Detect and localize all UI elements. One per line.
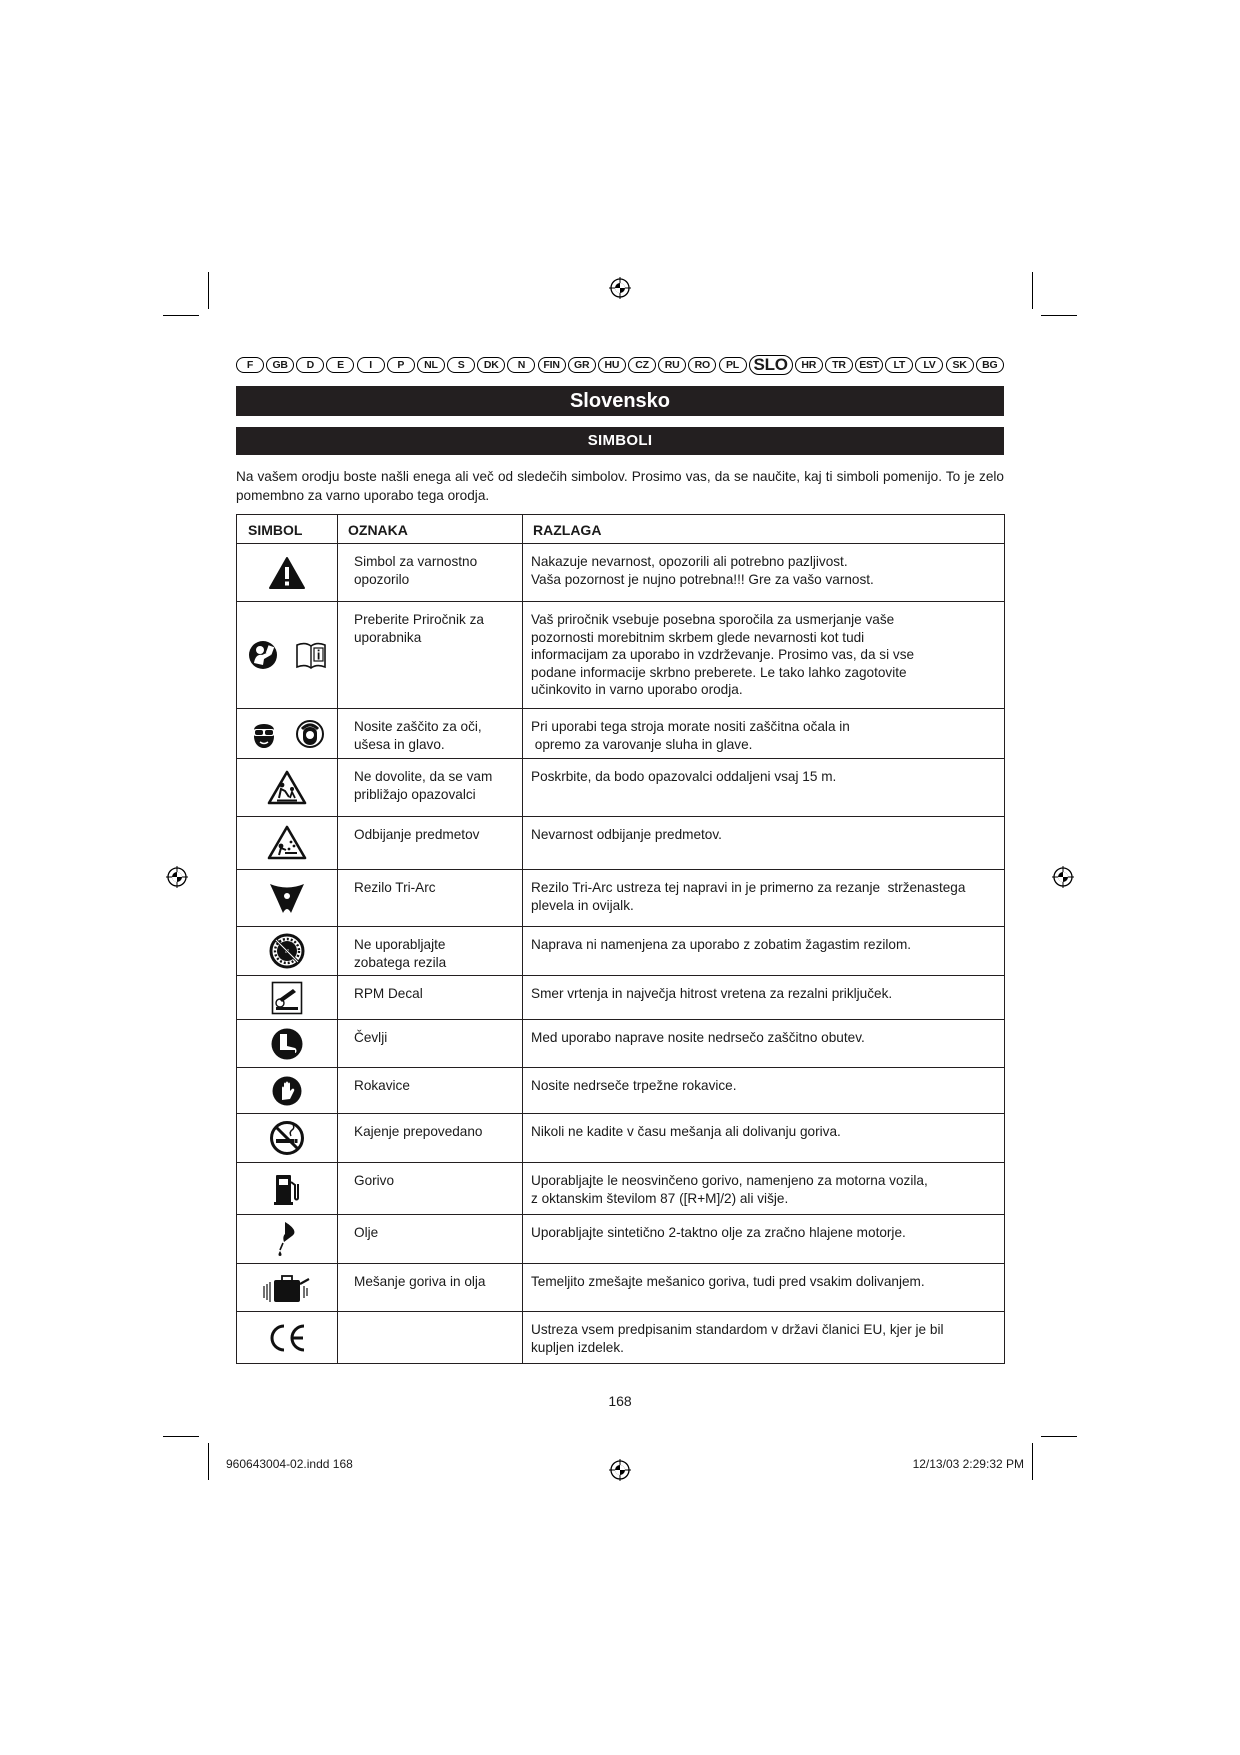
symbol-cell (237, 709, 338, 759)
language-tab-gb: GB (266, 357, 294, 373)
label-line: približajo opazovalci (354, 786, 476, 802)
label-line: Nosite zaščito za oči, (354, 719, 482, 734)
label-cell (338, 870, 523, 927)
no-smoking-icon (237, 1120, 337, 1156)
symbols-table (236, 514, 1005, 1364)
label-cell (338, 1068, 523, 1114)
table-row (237, 1264, 1005, 1312)
registration-mark-icon (166, 866, 188, 888)
label-line: ušesa in glavo. (354, 736, 445, 752)
gloves-icon (237, 1075, 337, 1107)
language-tab-ru: RU (658, 357, 686, 373)
language-tab-slo: SLO (749, 355, 793, 375)
table-row (237, 927, 1005, 976)
language-tab-d: D (296, 357, 324, 373)
language-tab-tr: TR (825, 357, 853, 373)
slug-date: 12/13/03 2:29:32 PM (912, 1457, 1024, 1471)
language-tab-ro: RO (688, 357, 716, 373)
explanation-cell (523, 1020, 1005, 1068)
language-tab-n: N (507, 357, 535, 373)
no-saw-blade-icon (237, 933, 337, 969)
explanation-line: Nakazuje nevarnost, opozorili ali potrebno pazljivost. (531, 554, 848, 569)
language-tab-bg: BG (976, 357, 1004, 373)
explanation-line: Vaš priročnik vsebuje posebna sporočila za usmerjanje vaše (531, 612, 895, 627)
label-cell (338, 927, 523, 976)
keep-bystanders-away-icon (237, 770, 337, 806)
language-tab-p: P (387, 357, 415, 373)
symbol-cell (237, 1312, 338, 1364)
label-cell (338, 1163, 523, 1215)
crop-mark (208, 1443, 209, 1480)
label-cell (338, 544, 523, 602)
language-tab-i: I (357, 357, 385, 373)
explanation-cell (523, 927, 1005, 976)
symbol-cell (237, 817, 338, 870)
language-tab-pl: PL (719, 357, 747, 373)
explanation-line: Vaša pozornost je nujno potrebna!!! Gre za vašo varnost. (531, 571, 874, 587)
language-tab-est: EST (855, 357, 883, 373)
explanation-line: opremo za varovanje sluha in glave. (531, 736, 753, 752)
label-line: Ne uporabljajte (354, 937, 446, 952)
label-line: Olje (354, 1225, 379, 1240)
language-tab-f: F (236, 357, 264, 373)
label-cell (338, 976, 523, 1020)
explanation-line: Med uporabo naprave nosite nedrsečo zaščitno obutev. (531, 1030, 865, 1045)
label-cell (338, 759, 523, 817)
label-cell (338, 602, 523, 709)
crop-mark (1041, 1436, 1077, 1437)
explanation-line: Smer vrtenja in največja hitrost vretena za rezalni priključek. (531, 986, 893, 1001)
slug-file: 960643004-02.indd 168 (226, 1457, 353, 1471)
explanation-cell (523, 759, 1005, 817)
language-tab-cz: CZ (628, 357, 656, 373)
table-row (237, 602, 1005, 709)
boots-icon (237, 1027, 337, 1061)
label-line: Mešanje goriva in olja (354, 1274, 486, 1289)
explanation-cell (523, 817, 1005, 870)
registration-mark-icon (609, 1459, 631, 1481)
page-number: 168 (608, 1393, 632, 1409)
explanation-cell (523, 544, 1005, 602)
symbol-cell (237, 602, 338, 709)
language-tab-sk: SK (946, 357, 974, 373)
table-header-row (237, 515, 1005, 544)
explanation-line: učinkovito in varno uporabo orodja. (531, 682, 743, 697)
crop-mark (208, 272, 209, 309)
language-tab-lt: LT (885, 357, 913, 373)
label-line: Odbijanje predmetov (354, 827, 480, 842)
column-header-explanation: RAZLAGA (523, 515, 1005, 544)
explanation-line: Rezilo Tri-Arc ustreza tej napravi in je primerno za rezanje strženastega (531, 880, 966, 895)
symbol-cell (237, 759, 338, 817)
table-row (237, 1163, 1005, 1215)
explanation-line: informacijam za uporabo in vzdrževanje. Prosimo vas, da si vse (531, 647, 915, 662)
label-line: RPM Decal (354, 986, 423, 1001)
label-cell (338, 1264, 523, 1312)
language-tabs (236, 355, 1004, 375)
explanation-cell (523, 1312, 1005, 1364)
read-manual-icon (237, 639, 337, 671)
table-row (237, 1114, 1005, 1163)
explanation-line: Poskrbite, da bodo opazovalci oddaljeni vsaj 15 m. (531, 769, 837, 784)
explanation-line: Uporabljajte sintetično 2-taktno olje za zračno hlajene motorje. (531, 1225, 906, 1240)
crop-mark (1032, 1443, 1033, 1480)
symbol-cell (237, 1264, 338, 1312)
table-row (237, 1312, 1005, 1364)
label-line: Rezilo Tri-Arc (354, 880, 436, 895)
table-row (237, 1215, 1005, 1264)
label-line: Čevlji (354, 1030, 388, 1045)
label-line: Simbol za varnostno (354, 554, 478, 569)
language-tab-s: S (447, 357, 475, 373)
table-row (237, 544, 1005, 602)
oil-drop-icon (237, 1220, 337, 1258)
mix-fuel-oil-icon (237, 1272, 337, 1304)
explanation-line: z oktanskim številom 87 ([R+M]/2) ali višje. (531, 1190, 789, 1206)
label-cell (338, 1114, 523, 1163)
explanation-cell (523, 1215, 1005, 1264)
table-row (237, 709, 1005, 759)
language-tab-dk: DK (477, 357, 505, 373)
label-line: opozorilo (354, 571, 410, 587)
rpm-decal-icon (237, 981, 337, 1015)
crop-mark (1041, 315, 1077, 316)
explanation-line: Ustreza vsem predpisanim standardom v državi članici EU, kjer je bil (531, 1322, 944, 1337)
crop-mark (163, 1436, 199, 1437)
label-cell (338, 1020, 523, 1068)
symbol-cell (237, 544, 338, 602)
explanation-line: podane informacije skrbno preberete. Le tako lahko zagotovite (531, 664, 907, 680)
table-row (237, 1068, 1005, 1114)
warning-triangle-icon (237, 556, 337, 590)
label-line: Preberite Priročnik za (354, 612, 484, 627)
label-line: Gorivo (354, 1173, 395, 1188)
label-line: Kajenje prepovedano (354, 1124, 483, 1139)
explanation-line: pozornosti morebitnim skrbem glede nevarnosti kot tudi (531, 629, 865, 645)
explanation-line: Pri uporabi tega stroja morate nositi zaščitna očala in (531, 719, 850, 734)
table-row (237, 870, 1005, 927)
label-cell (338, 817, 523, 870)
language-tab-lv: LV (915, 357, 943, 373)
label-cell (338, 1312, 523, 1364)
crop-mark (1032, 272, 1033, 309)
symbol-cell (237, 927, 338, 976)
label-line: uporabnika (354, 629, 422, 645)
eye-ear-head-protection-icon (237, 718, 337, 750)
intro-paragraph: Na vašem orodju boste našli enega ali več od sledečih simbolov. Prosimo vas, da se naučite, kaj ti simboli pomenijo. To je zelo pomembno za varno uporabo tega orodja. (236, 469, 1004, 503)
label-line: zobatega rezila (354, 954, 447, 970)
label-cell (338, 709, 523, 759)
fuel-pump-icon (237, 1172, 337, 1206)
explanation-cell (523, 1264, 1005, 1312)
column-header-symbol: SIMBOL (237, 515, 338, 544)
symbol-cell (237, 1068, 338, 1114)
ce-mark-icon (237, 1322, 337, 1354)
language-tab-gr: GR (568, 357, 596, 373)
table-row (237, 817, 1005, 870)
explanation-cell (523, 1114, 1005, 1163)
symbol-cell (237, 870, 338, 927)
table-row (237, 759, 1005, 817)
registration-mark-icon (609, 277, 631, 299)
language-tab-hr: HR (795, 357, 823, 373)
thrown-objects-icon (237, 825, 337, 861)
explanation-cell (523, 1163, 1005, 1215)
language-tab-nl: NL (417, 357, 445, 373)
symbol-cell (237, 1020, 338, 1068)
symbol-cell (237, 976, 338, 1020)
explanation-cell (523, 870, 1005, 927)
explanation-line: Uporabljajte le neosvinčeno gorivo, namenjeno za motorna vozila, (531, 1173, 928, 1188)
explanation-line: Nosite nedrseče trpežne rokavice. (531, 1078, 737, 1093)
symbol-cell (237, 1114, 338, 1163)
table-row (237, 1020, 1005, 1068)
language-tab-hu: HU (598, 357, 626, 373)
symbol-cell (237, 1215, 338, 1264)
symbol-cell (237, 1163, 338, 1215)
explanation-line: Nevarnost odbijanje predmetov. (531, 827, 722, 842)
explanation-line: Temeljito zmešajte mešanico goriva, tudi pred vsakim dolivanjem. (531, 1274, 925, 1289)
explanation-line: Nikoli ne kadite v času mešanja ali dolivanju goriva. (531, 1124, 841, 1139)
explanation-cell (523, 1068, 1005, 1114)
page-title: Slovensko (236, 386, 1004, 416)
label-line: Ne dovolite, da se vam (354, 769, 493, 784)
language-tab-fin: FIN (538, 357, 566, 373)
language-tab-e: E (326, 357, 354, 373)
label-cell (338, 1215, 523, 1264)
registration-mark-icon (1052, 866, 1074, 888)
section-heading: SIMBOLI (236, 427, 1004, 455)
label-line: Rokavice (354, 1078, 410, 1093)
explanation-cell (523, 976, 1005, 1020)
explanation-line: Naprava ni namenjena za uporabo z zobatim žagastim rezilom. (531, 937, 912, 952)
table-row (237, 976, 1005, 1020)
tri-arc-blade-icon (237, 879, 337, 917)
explanation-cell (523, 602, 1005, 709)
explanation-line: plevela in ovijalk. (531, 897, 634, 913)
column-header-label: OZNAKA (338, 515, 523, 544)
explanation-cell (523, 709, 1005, 759)
crop-mark (163, 315, 199, 316)
explanation-line: kupljen izdelek. (531, 1339, 624, 1355)
